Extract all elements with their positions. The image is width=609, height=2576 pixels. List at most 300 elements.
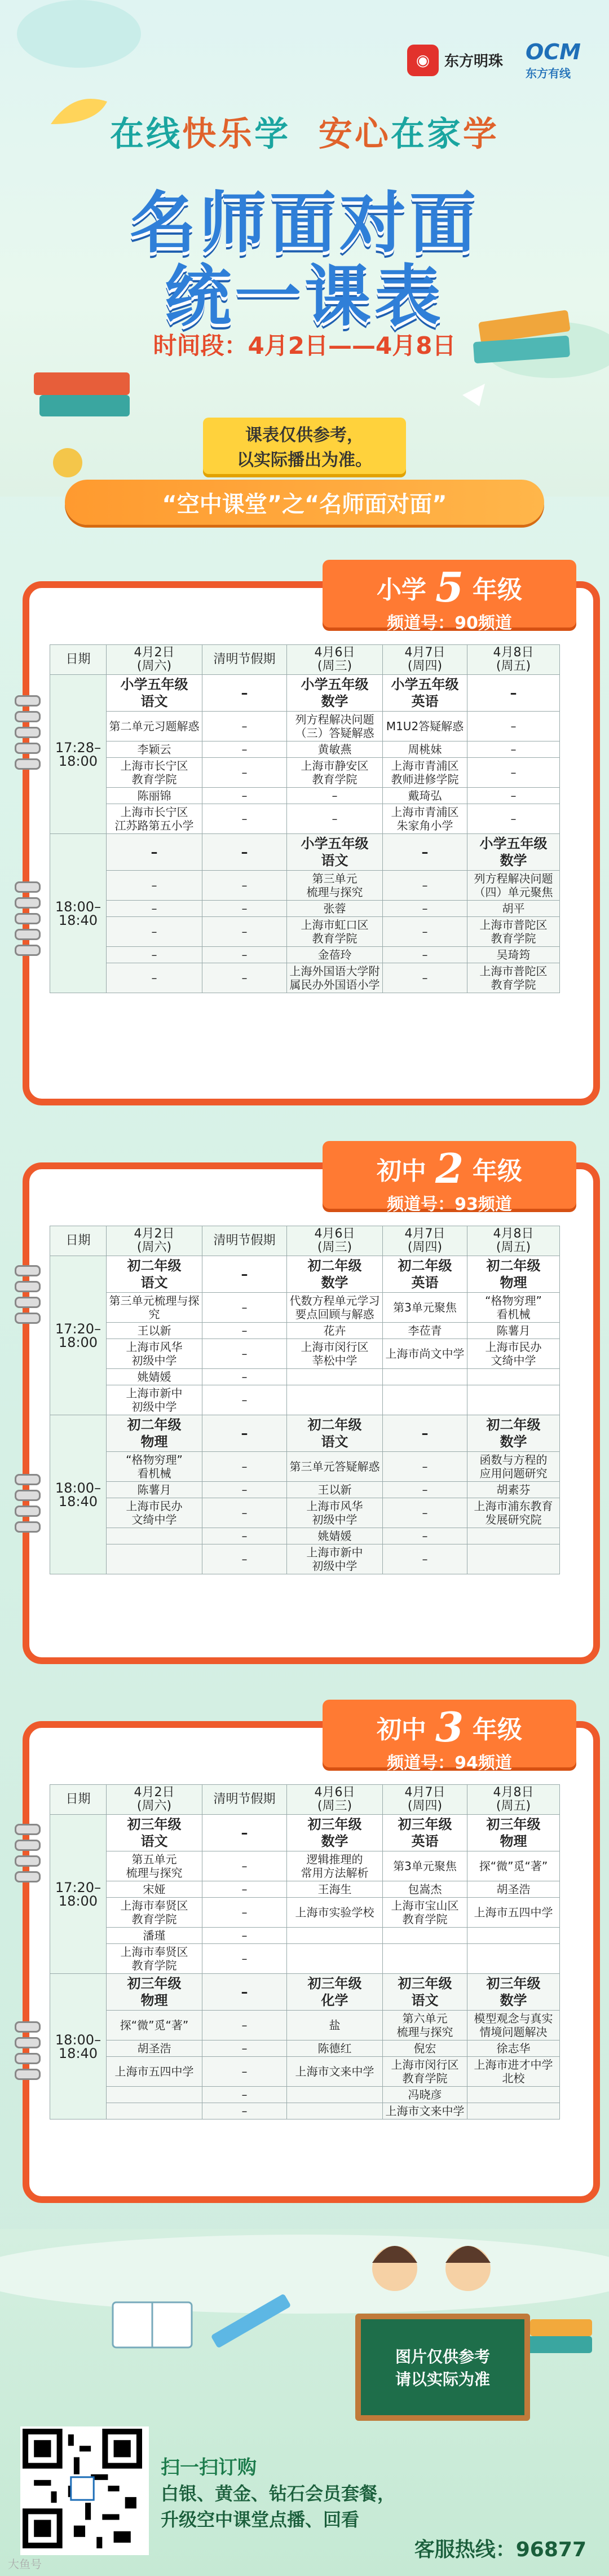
header-day — [107, 645, 202, 675]
schedule-cell — [107, 1528, 202, 1544]
grade-prefix: 初中 — [376, 1715, 426, 1744]
logo-ocm — [526, 40, 581, 81]
schedule-cell: 函数与方程的 应用问题研究 — [467, 1452, 560, 1482]
schedule-cell: 陈丽锦 — [107, 788, 202, 804]
schedule-cell: – — [202, 1293, 287, 1323]
schedule-cell: – — [383, 901, 467, 917]
schedule-cell: – — [202, 947, 287, 963]
schedule-cell: 小学五年级 语文 — [287, 834, 383, 871]
schedule-cell: – — [287, 788, 383, 804]
header-day — [467, 1226, 560, 1256]
schedule-cell: 第五单元 梳理与探究 — [107, 1851, 202, 1881]
grade-badge — [323, 560, 576, 633]
schedule-cell: 上海市闵行区 教育学院 — [383, 2057, 467, 2087]
qr-code-icon — [23, 2429, 142, 2548]
schedule-cell: 小学五年级 语文 — [107, 675, 202, 712]
header-day-date: 4月8日 — [493, 1785, 534, 1800]
binder-rings — [15, 1474, 37, 1537]
schedule-cell: 吴琦筠 — [467, 947, 560, 963]
schedule-cell: 第3单元聚焦 — [383, 1851, 467, 1881]
qr-code[interactable] — [20, 2426, 149, 2555]
schedule-cell — [287, 1944, 383, 1974]
schedule-cell — [107, 2087, 202, 2103]
schedule-cell: 上海市普陀区 教育学院 — [467, 917, 560, 947]
grade-section-junior2 — [23, 1144, 600, 1664]
schedule-cell: 初三年级 物理 — [467, 1815, 560, 1851]
schedule-cell: 王海生 — [287, 1881, 383, 1898]
header-day-weekday: (周六) — [136, 1799, 172, 1813]
schedule-cell: 初二年级 数学 — [467, 1415, 560, 1452]
schedule-table — [50, 1784, 560, 2119]
schedule-cell: 列方程解决问题（四）单元聚焦 — [467, 871, 560, 901]
header-day-weekday: (周三) — [317, 1240, 352, 1254]
schedule-cell: “格物穷理” 看机械 — [107, 1452, 202, 1482]
header-day — [202, 1226, 287, 1256]
schedule-cell: 盐 — [287, 2011, 383, 2040]
schedule-cell: 宋娅 — [107, 1881, 202, 1898]
header-day-date: 4月7日 — [404, 1227, 445, 1241]
schedule-cell — [467, 1528, 560, 1544]
table-row — [50, 1415, 560, 1452]
schedule-cell: 初三年级 语文 — [107, 1815, 202, 1851]
grade-suffix: 年级 — [473, 576, 523, 604]
slogan — [0, 107, 609, 156]
table-row — [50, 947, 560, 963]
grade-number: 2 — [435, 1144, 464, 1192]
table-row — [50, 1544, 560, 1574]
schedule-cell: 戴琦弘 — [383, 788, 467, 804]
table-row — [50, 2103, 560, 2119]
schedule-cell — [467, 1928, 560, 1944]
schedule-cell: – — [467, 741, 560, 758]
schedule-cell: 上海市静安区 教育学院 — [287, 758, 383, 788]
channel-label: 频道号：90频道 — [387, 613, 512, 633]
schedule-cell: 第三单元 梳理与探究 — [287, 871, 383, 901]
logo-ocm-text: OCM — [525, 40, 581, 64]
schedule-cell: – — [107, 834, 202, 871]
schedule-cell: 上海市宝山区 教育学院 — [383, 1898, 467, 1928]
header-day-weekday: (周五) — [496, 1799, 531, 1813]
table-row — [50, 2040, 560, 2057]
header-day-date: 4月6日 — [314, 1785, 355, 1800]
board-line2: 请以实际为准 — [395, 2370, 490, 2389]
schedule-cell — [467, 2103, 560, 2119]
grade-badge — [323, 1141, 576, 1214]
header-day-date: 4月2日 — [134, 646, 175, 660]
schedule-cell: – — [467, 758, 560, 788]
time-slot: 18:00– 18:40 — [50, 1415, 107, 1574]
schedule-cell: – — [202, 1881, 287, 1898]
grade-number: 3 — [435, 1703, 464, 1751]
schedule-cell: 小学五年级 数学 — [287, 675, 383, 712]
schedule-cell: 上海市奉贤区 教育学院 — [107, 1898, 202, 1928]
binder-rings — [15, 1824, 37, 1887]
schedule-cell: 列方程解决问题（三）答疑解惑 — [287, 712, 383, 741]
hotline: 客服热线：96877 — [414, 2538, 586, 2561]
promo-text — [161, 2455, 395, 2533]
schedule-cell: 第三单元梳理与探究 — [107, 1293, 202, 1323]
schedule-cell: 包嵩杰 — [383, 1881, 467, 1898]
schedule-cell: – — [467, 804, 560, 834]
schedule-cell: 上海市奉贤区 教育学院 — [107, 1944, 202, 1974]
schedule-cell: 胡素芬 — [467, 1482, 560, 1498]
schedule-cell: – — [202, 1385, 287, 1415]
schedule-cell: 上海市文来中学 — [287, 2057, 383, 2087]
schedule-cell: – — [107, 901, 202, 917]
schedule-cell: 姚婧媛 — [287, 1528, 383, 1544]
slogan-part: 学 — [462, 115, 499, 154]
header-day-date: 4月2日 — [134, 1785, 175, 1800]
main-title-line1: 名师面对面 — [129, 184, 479, 262]
schedule-cell: 上海外国语大学附属民办外国语小学 — [287, 963, 383, 993]
schedule-cell: – — [202, 788, 287, 804]
table-row — [50, 963, 560, 993]
schedule-cell: – — [383, 871, 467, 901]
schedule-cell: 初三年级 数学 — [287, 1815, 383, 1851]
table-row — [50, 834, 560, 871]
schedule-cell: 胡圣浩 — [467, 1881, 560, 1898]
logo-ocm-sub: 东方有线 — [525, 67, 571, 80]
channel-label: 频道号：94频道 — [387, 1753, 512, 1773]
schedule-cell: 上海市进才中学 北校 — [467, 2057, 560, 2087]
promo-line1: 扫一扫订购 — [161, 2456, 257, 2479]
schedule-cell: – — [107, 947, 202, 963]
header-day — [383, 645, 467, 675]
schedule-cell: 王以新 — [107, 1323, 202, 1339]
schedule-cell: – — [202, 1256, 287, 1293]
time-slot: 18:00– 18:40 — [50, 834, 107, 993]
header-day-date: 4月6日 — [314, 1227, 355, 1241]
schedule-cell: 小学五年级 英语 — [383, 675, 467, 712]
schedule-cell: 上海市尚文中学 — [383, 1339, 467, 1369]
notice-line1: 课表仅供参考， — [245, 425, 364, 445]
schedule-cell: 上海市虹口区 教育学院 — [287, 917, 383, 947]
header-day-date: 清明节假期 — [213, 1792, 276, 1806]
schedule-cell: – — [383, 947, 467, 963]
schedule-cell: – — [383, 1482, 467, 1498]
schedule-cell: 上海市长宁区 江苏路第五小学 — [107, 804, 202, 834]
schedule-cell: 上海市青浦区 教师进修学院 — [383, 758, 467, 788]
schedule-cell: – — [202, 2011, 287, 2040]
schedule-cell: 第三单元答疑解惑 — [287, 1452, 383, 1482]
header-day — [383, 1785, 467, 1815]
schedule-cell: – — [202, 675, 287, 712]
table-row — [50, 871, 560, 901]
schedule-cell: 上海市文来中学 — [383, 2103, 467, 2119]
schedule-cell: 上海市长宁区 教育学院 — [107, 758, 202, 788]
grade-badge — [323, 1700, 576, 1773]
schedule-cell: – — [202, 917, 287, 947]
schedule-cell: – — [202, 741, 287, 758]
table-row — [50, 1339, 560, 1369]
schedule-cell: 上海市浦东教育发展研究院 — [467, 1498, 560, 1528]
schedule-cell: – — [202, 1898, 287, 1928]
header-day-date: 清明节假期 — [213, 1234, 276, 1248]
table-row — [50, 1498, 560, 1528]
schedule-cell: 上海市民办 文绮中学 — [107, 1498, 202, 1528]
schedule-cell: 陈德红 — [287, 2040, 383, 2057]
schedule-cell: – — [467, 788, 560, 804]
binder-rings — [15, 2021, 37, 2085]
hero-banner — [0, 0, 609, 497]
schedule-cell: – — [467, 712, 560, 741]
header-day-weekday: (周三) — [317, 659, 352, 673]
schedule-cell — [467, 1944, 560, 1974]
schedule-cell: 上海市五四中学 — [467, 1898, 560, 1928]
table-row — [50, 788, 560, 804]
schedule-cell: M1U2答疑解惑 — [383, 712, 467, 741]
time-slot: 17:20– 18:00 — [50, 1815, 107, 1974]
table-row — [50, 758, 560, 788]
schedule-cell: 陈薯月 — [107, 1482, 202, 1498]
schedule-cell — [467, 1385, 560, 1415]
header-day-weekday: (周四) — [407, 659, 443, 673]
schedule-table — [50, 644, 560, 993]
schedule-cell: – — [383, 834, 467, 871]
header-day — [202, 1785, 287, 1815]
binder-rings — [15, 1265, 37, 1328]
grade-prefix: 初中 — [376, 1157, 426, 1186]
schedule-cell: – — [202, 1528, 287, 1544]
table-row — [50, 675, 560, 712]
schedule-cell: 初三年级 化学 — [287, 1974, 383, 2011]
schedule-cell — [383, 1928, 467, 1944]
schedule-cell: 徐志华 — [467, 2040, 560, 2057]
schedule-cell: 胡平 — [467, 901, 560, 917]
schedule-cell — [287, 1369, 383, 1385]
schedule-cell: 第二单元习题解惑 — [107, 712, 202, 741]
table-row — [50, 1815, 560, 1851]
blackboard — [355, 2314, 530, 2421]
header-day-weekday: (周四) — [407, 1240, 443, 1254]
header-day-date: 4月8日 — [493, 1227, 534, 1241]
notice-card — [203, 418, 406, 474]
table-row — [50, 1452, 560, 1482]
schedule-cell — [287, 2087, 383, 2103]
header-day — [107, 1785, 202, 1815]
table-row — [50, 1385, 560, 1415]
schedule-cell: – — [202, 1815, 287, 1851]
schedule-cell: 上海市新中 初级中学 — [107, 1385, 202, 1415]
schedule-cell: – — [202, 2087, 287, 2103]
time-slot: 17:28– 18:00 — [50, 675, 107, 834]
table-row — [50, 2057, 560, 2087]
schedule-cell: 初二年级 物理 — [467, 1256, 560, 1293]
schedule-cell: 初二年级 语文 — [107, 1256, 202, 1293]
binder-rings — [15, 695, 37, 774]
header-day-weekday: (周五) — [496, 659, 531, 673]
watermark: 大鱼号 — [8, 2557, 42, 2571]
schedule-cell: 探“微”觅“著” — [467, 1851, 560, 1881]
schedule-table — [50, 1226, 560, 1574]
banner-kongzhong: “空中课堂”之“名师面对面” — [65, 480, 544, 525]
schedule-cell: “格物穷理” 看机械 — [467, 1293, 560, 1323]
schedule-cell: 姚婧媛 — [107, 1369, 202, 1385]
schedule-cell: 金蓓玲 — [287, 947, 383, 963]
schedule-cell: 上海市风华 初级中学 — [287, 1498, 383, 1528]
header-day — [287, 1785, 383, 1815]
grade-section-primary5 — [23, 563, 600, 1105]
notice-line2: 以实际播出为准。 — [237, 450, 372, 470]
header-day — [467, 645, 560, 675]
binder-rings — [15, 881, 37, 960]
schedule-cell: 胡圣浩 — [107, 2040, 202, 2057]
schedule-cell: 李颖云 — [107, 741, 202, 758]
schedule-cell: – — [202, 963, 287, 993]
schedule-cell: 初三年级 英语 — [383, 1815, 467, 1851]
schedule-cell: 第六单元 梳理与探究 — [383, 2011, 467, 2040]
schedule-cell: 上海市青浦区 朱家角小学 — [383, 804, 467, 834]
table-row — [50, 1369, 560, 1385]
schedule-cell — [287, 1928, 383, 1944]
table-row — [50, 1851, 560, 1881]
schedule-cell — [107, 1544, 202, 1574]
schedule-cell: 上海市民办 文绮中学 — [467, 1339, 560, 1369]
slogan-part: 安心 — [318, 115, 391, 154]
schedule-cell: 张蓉 — [287, 901, 383, 917]
board-line1: 图片仅供参考 — [395, 2347, 490, 2366]
schedule-cell — [107, 2103, 202, 2119]
schedule-cell: 初二年级 英语 — [383, 1256, 467, 1293]
schedule-cell — [287, 1385, 383, 1415]
time-range: 时间段：4月2日——4月8日 — [153, 332, 456, 359]
schedule-cell: 倪宏 — [383, 2040, 467, 2057]
slogan-part: 在家 — [390, 115, 463, 154]
schedule-cell: – — [202, 1339, 287, 1369]
schedule-cell: – — [202, 1944, 287, 1974]
schedule-cell: 第3单元聚焦 — [383, 1293, 467, 1323]
table-row — [50, 1528, 560, 1544]
schedule-cell: – — [107, 871, 202, 901]
schedule-cell: 上海市五四中学 — [107, 2057, 202, 2087]
schedule-cell — [467, 2087, 560, 2103]
schedule-cell: 上海市实验学校 — [287, 1898, 383, 1928]
channel-label: 频道号：93频道 — [387, 1195, 512, 1214]
header-day-weekday: (周五) — [496, 1240, 531, 1254]
table-row — [50, 1482, 560, 1498]
schedule-cell: – — [202, 2057, 287, 2087]
schedule-cell — [383, 1385, 467, 1415]
schedule-cell: – — [202, 1928, 287, 1944]
header-day — [107, 1226, 202, 1256]
slogan-part: 在线 — [110, 115, 183, 154]
header-day — [383, 1226, 467, 1256]
header-day-date: 清明节假期 — [213, 652, 276, 666]
schedule-cell: 初三年级 物理 — [107, 1974, 202, 2011]
schedule-cell: 初三年级 语文 — [383, 1974, 467, 2011]
schedule-cell: 冯晓彦 — [383, 2087, 467, 2103]
schedule-cell: – — [202, 1482, 287, 1498]
table-row — [50, 1323, 560, 1339]
time-slot: 17:20– 18:00 — [50, 1256, 107, 1415]
header-day-date: 4月7日 — [404, 1785, 445, 1800]
schedule-cell: 王以新 — [287, 1482, 383, 1498]
header-day-weekday: (周六) — [136, 1240, 172, 1254]
schedule-cell — [383, 1369, 467, 1385]
schedule-cell: – — [202, 834, 287, 871]
grade-number: 5 — [435, 563, 464, 611]
schedule-cell: – — [107, 963, 202, 993]
schedule-cell: – — [383, 1415, 467, 1452]
table-row — [50, 1928, 560, 1944]
schedule-cell: – — [202, 1323, 287, 1339]
header-date: 日期 — [50, 1785, 107, 1815]
header-day-date: 4月7日 — [404, 646, 445, 660]
schedule-cell: – — [202, 1452, 287, 1482]
schedule-cell: – — [467, 675, 560, 712]
header-day-date: 4月8日 — [493, 646, 534, 660]
header-day-weekday: (周六) — [136, 659, 172, 673]
schedule-cell: 初三年级 数学 — [467, 1974, 560, 2011]
schedule-cell: 代数方程单元学习要点回顾与解惑 — [287, 1293, 383, 1323]
header-day-weekday: (周四) — [407, 1799, 443, 1813]
table-row — [50, 1293, 560, 1323]
schedule-cell: 周桃妹 — [383, 741, 467, 758]
time-slot: 18:00– 18:40 — [50, 1974, 107, 2119]
schedule-cell: – — [202, 804, 287, 834]
schedule-cell: 逻辑推理的 常用方法解析 — [287, 1851, 383, 1881]
grade-suffix: 年级 — [473, 1715, 523, 1744]
table-row — [50, 2087, 560, 2103]
schedule-cell: 上海市普陀区 教育学院 — [467, 963, 560, 993]
schedule-cell: 小学五年级 数学 — [467, 834, 560, 871]
header-day — [287, 1226, 383, 1256]
schedule-cell: 初二年级 数学 — [287, 1256, 383, 1293]
schedule-cell: – — [202, 1851, 287, 1881]
slogan-part: 快乐 — [182, 115, 255, 154]
schedule-cell: 初二年级 语文 — [287, 1415, 383, 1452]
logo-oriental-pearl-text: 东方明珠 — [444, 53, 503, 70]
table-row — [50, 1944, 560, 1974]
header-day — [467, 1785, 560, 1815]
header-day-date: 4月6日 — [314, 646, 355, 660]
table-row — [50, 917, 560, 947]
schedule-cell: 黄敏燕 — [287, 741, 383, 758]
schedule-cell: – — [202, 1415, 287, 1452]
schedule-cell: 上海市新中 初级中学 — [287, 1544, 383, 1574]
main-title-line2: 统一课表 — [164, 257, 444, 335]
schedule-cell: – — [107, 917, 202, 947]
table-row — [50, 901, 560, 917]
schedule-cell: 上海市闵行区 莘松中学 — [287, 1339, 383, 1369]
schedule-cell: – — [383, 963, 467, 993]
logo-oriental-pearl — [407, 45, 503, 76]
grade-prefix: 小学 — [376, 576, 426, 604]
schedule-cell: – — [287, 804, 383, 834]
schedule-cell: – — [202, 1544, 287, 1574]
schedule-cell — [467, 1369, 560, 1385]
promo-line2: 白银、黄金、钻石会员套餐， — [161, 2483, 396, 2504]
schedule-cell — [287, 2103, 383, 2119]
schedule-cell: – — [202, 712, 287, 741]
schedule-cell: – — [383, 1452, 467, 1482]
schedule-cell — [467, 1544, 560, 1574]
header-day-weekday: (周三) — [317, 1799, 352, 1813]
grade-suffix: 年级 — [473, 1157, 523, 1186]
header-day-date: 4月2日 — [134, 1227, 175, 1241]
schedule-cell: 初二年级 物理 — [107, 1415, 202, 1452]
schedule-cell: – — [202, 901, 287, 917]
schedule-cell: – — [202, 871, 287, 901]
schedule-cell: – — [202, 1974, 287, 2011]
schedule-cell: 潘瑾 — [107, 1928, 202, 1944]
schedule-cell: – — [383, 1528, 467, 1544]
schedule-cell: – — [202, 1369, 287, 1385]
header-date: 日期 — [50, 645, 107, 675]
oriental-pearl-icon: ◉ — [407, 45, 439, 76]
grade-section-junior3 — [23, 1703, 600, 2203]
table-row — [50, 712, 560, 741]
